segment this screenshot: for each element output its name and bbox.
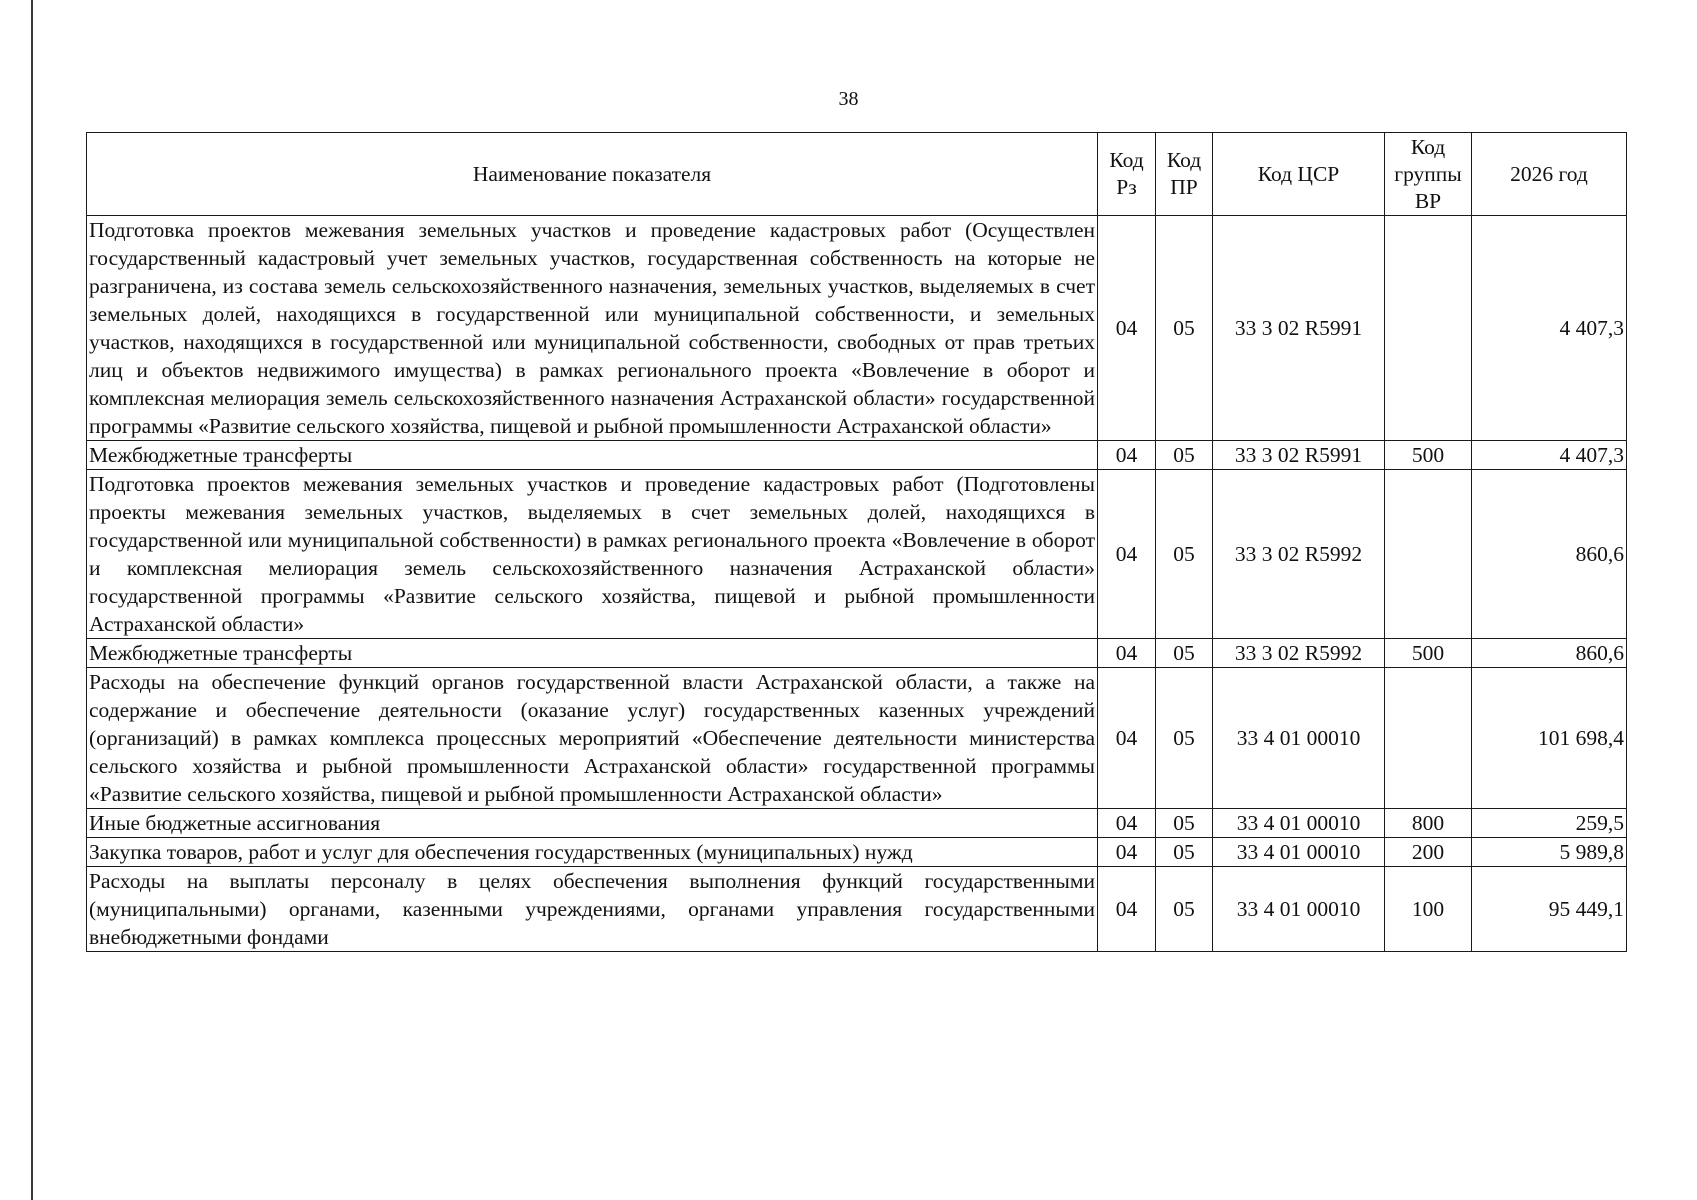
row-rz: 04 — [1098, 867, 1156, 952]
row-pr: 05 — [1156, 668, 1213, 809]
budget-table — [86, 132, 1627, 952]
row-rz: 04 — [1098, 668, 1156, 809]
table-row — [87, 838, 1627, 867]
row-vr: 500 — [1385, 639, 1472, 668]
row-value: 259,5 — [1472, 809, 1627, 838]
header-name: Наименование показателя — [87, 133, 1098, 216]
row-rz: 04 — [1098, 216, 1156, 441]
table-row — [87, 470, 1627, 639]
row-value: 4 407,3 — [1472, 216, 1627, 441]
row-csr: 33 4 01 00010 — [1213, 809, 1385, 838]
row-pr: 05 — [1156, 867, 1213, 952]
row-value: 860,6 — [1472, 470, 1627, 639]
table-row — [87, 441, 1627, 470]
row-rz: 04 — [1098, 639, 1156, 668]
binding-margin-line — [31, 0, 33, 1200]
row-vr: 200 — [1385, 838, 1472, 867]
table-row — [87, 809, 1627, 838]
header-year: 2026 год — [1472, 133, 1627, 216]
row-name: Межбюджетные трансферты — [87, 441, 1098, 470]
row-vr — [1385, 668, 1472, 809]
row-value: 101 698,4 — [1472, 668, 1627, 809]
row-value: 5 989,8 — [1472, 838, 1627, 867]
table-header-row — [87, 133, 1627, 216]
row-pr: 05 — [1156, 216, 1213, 441]
row-rz: 04 — [1098, 809, 1156, 838]
row-csr: 33 3 02 R5992 — [1213, 470, 1385, 639]
row-name: Подготовка проектов межевания земельных участков и проведение кадастровых работ (Осуществлен государственный кадастровый учет земельных участков, государственная собственность на которые не разграничена, из состава земель сельскохозяйственного назначения, земельных участков, выделяемых в счет земельных долей, находящихся в государственной или муниципальной собственности, и земельных участков, находящихся в государственной или муниципальной собственности, свободных от прав третьих лиц и объектов недвижимого имущества) в рамках регионального проекта «Вовлечение в оборот и комплексная мелиорация земель сельскохозяйственного назначения Астраханской области» государственной программы «Развитие сельского хозяйства, пищевой и рыбной промышленности Астраханской области» — [87, 216, 1098, 441]
row-name: Закупка товаров, работ и услуг для обеспечения государственных (муниципальных) нужд — [87, 838, 1098, 867]
row-value: 860,6 — [1472, 639, 1627, 668]
page-number: 38 — [838, 88, 859, 110]
row-pr: 05 — [1156, 838, 1213, 867]
row-vr — [1385, 470, 1472, 639]
row-vr: 500 — [1385, 441, 1472, 470]
row-csr: 33 4 01 00010 — [1213, 838, 1385, 867]
row-pr: 05 — [1156, 809, 1213, 838]
row-pr: 05 — [1156, 441, 1213, 470]
table-row — [87, 867, 1627, 952]
row-rz: 04 — [1098, 441, 1156, 470]
table-row — [87, 216, 1627, 441]
table-row — [87, 639, 1627, 668]
row-csr: 33 3 02 R5991 — [1213, 216, 1385, 441]
row-rz: 04 — [1098, 470, 1156, 639]
row-csr: 33 4 01 00010 — [1213, 668, 1385, 809]
row-value: 4 407,3 — [1472, 441, 1627, 470]
row-vr: 800 — [1385, 809, 1472, 838]
row-csr: 33 3 02 R5991 — [1213, 441, 1385, 470]
row-vr: 100 — [1385, 867, 1472, 952]
row-pr: 05 — [1156, 639, 1213, 668]
header-vr: Код группы ВР — [1385, 133, 1472, 216]
row-pr: 05 — [1156, 470, 1213, 639]
row-csr: 33 4 01 00010 — [1213, 867, 1385, 952]
row-rz: 04 — [1098, 838, 1156, 867]
header-rz: Код Рз — [1098, 133, 1156, 216]
table-row — [87, 668, 1627, 809]
row-csr: 33 3 02 R5992 — [1213, 639, 1385, 668]
row-name: Иные бюджетные ассигнования — [87, 809, 1098, 838]
row-vr — [1385, 216, 1472, 441]
row-value: 95 449,1 — [1472, 867, 1627, 952]
header-pr: Код ПР — [1156, 133, 1213, 216]
row-name: Межбюджетные трансферты — [87, 639, 1098, 668]
row-name: Расходы на обеспечение функций органов государственной власти Астраханской области, а также на содержание и обеспечение деятельности (оказание услуг) государственных казенных учреждений (организаций) в рамках комплекса процессных мероприятий «Обеспечение деятельности министерства сельского хозяйства и рыбной промышленности Астраханской области» государственной программы «Развитие сельского хозяйства, пищевой и рыбной промышленности Астраханской области» — [87, 668, 1098, 809]
row-name: Подготовка проектов межевания земельных участков и проведение кадастровых работ (Подготовлены проекты межевания земельных участков, выделяемых в счет земельных долей, находящихся в государственной или муниципальной собственности) в рамках регионального проекта «Вовлечение в оборот и комплексная мелиорация земель сельскохозяйственного назначения Астраханской области» государственной программы «Развитие сельского хозяйства, пищевой и рыбной промышленности Астраханской области» — [87, 470, 1098, 639]
row-name: Расходы на выплаты персоналу в целях обеспечения выполнения функций государственными (муниципальными) органами, казенными учреждениями, органами управления государственными внебюджетными фондами — [87, 867, 1098, 952]
header-csr: Код ЦСР — [1213, 133, 1385, 216]
